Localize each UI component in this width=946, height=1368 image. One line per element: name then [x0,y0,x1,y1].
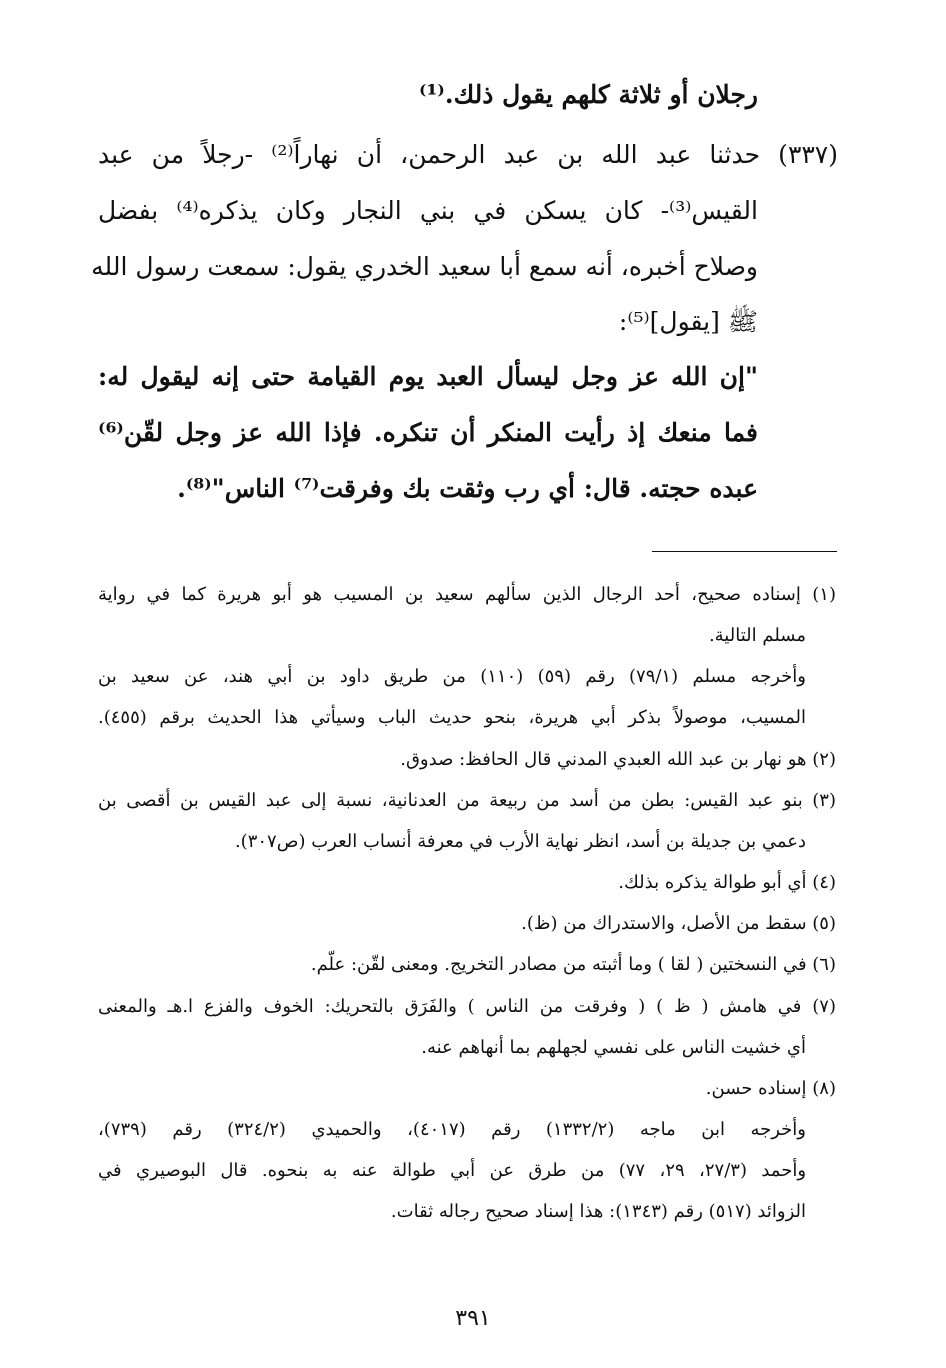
footnote-3-line-1: (٣) بنو عبد القيس: بطن من أسد من ربيعة من العدنانية، نسبة إلى عبد القيس بن أقصى بن [98,790,836,811]
footnote-8-line-1: (٨) إسناده حسن. [705,1078,836,1099]
footnote-2: (٢) هو نهار بن عبد الله العبدي المدني قال الحافظ: صدوق. [400,749,836,770]
footnote-6: (٦) في النسختين ( لقا ) وما أثبته من مصادر التخريج. ومعنى لقّن: علّم. [310,954,836,975]
hadith-337-line-2: القيس⁽³⁾- كان يسكن في بني النجار وكان يذكره⁽⁴⁾ بفضل [98,196,758,225]
footnote-separator [652,551,837,552]
hadith-matn-line-3: عبده حجته. قال: أي رب وثقت بك وفرقت⁽⁷⁾ الناس"⁽⁸⁾. [177,474,758,503]
main-line-1: رجلان أو ثلاثة كلهم يقول ذلك.⁽¹⁾ [419,80,758,109]
footnote-1-line-4: المسيب، موصولاً بذكر أبي هريرة، بنحو حديث الباب وسيأتي هذا الحديث برقم (٤٥٥). [98,707,806,728]
page-number: ٣٩١ [455,1306,491,1331]
footnote-1-line-2: مسلم التالية. [708,625,806,646]
footnote-3-line-2: دعمي بن جديلة بن أسد، انظر نهاية الأرب في معرفة أنساب العرب (ص٣٠٧). [234,831,806,852]
footnote-8-line-3: وأحمد (٢٧/٣، ٢٩، ٧٧) من طرق عن أبي طوالة عنه به بنحوه. قال البوصيري في [98,1160,807,1181]
hadith-matn-line-1: "إن الله عز وجل ليسأل العبد يوم القيامة حتى إنه ليقول له: [98,362,758,391]
footnote-7-line-2: أي خشيت الناس على نفسي لجهلهم بما أنهاهم عنه. [421,1037,806,1058]
footnote-7-line-1: (٧) في هامش ( ظ ) ( وفرقت من الناس ) والفَرَق بالتحريك: الخوف والفزع ا.هـ والمعنى [98,996,836,1017]
footnote-8-line-2: وأخرجه ابن ماجه (١٣٣٢/٢) رقم (٤٠١٧)، والحميدي (٣٢٤/٢) رقم (٧٣٩)، [98,1119,806,1140]
hadith-337-line-3: وصلاح أخبره، أنه سمع أبا سعيد الخدري يقول: سمعت رسول الله [91,252,758,281]
footnote-1-line-3: وأخرجه مسلم (٧٩/١) رقم (٥٩) (١١٠) من طريق داود بن أبي هند، عن سعيد بن [98,666,806,687]
hadith-337-line-1: (٣٣٧) حدثنا عبد الله بن عبد الرحمن، أن نهاراً⁽²⁾ -رجلاً من عبد [98,140,838,169]
footnote-5: (٥) سقط من الأصل، والاستدراك من (ظ). [521,913,836,934]
hadith-matn-line-2: فما منعك إذ رأيت المنكر أن تنكره. فإذا الله عز وجل لقّن⁽⁶⁾ [98,418,758,447]
hadith-337-line-4: ﷺ [يقول]⁽⁵⁾: [618,307,758,336]
footnote-1-line-1: (١) إسناده صحيح، أحد الرجال الذين سألهم سعيد بن المسيب هو أبو هريرة كما في رواية [98,584,836,605]
footnote-8-line-4: الزوائد (٥١٧) رقم (١٣٤٣): هذا إسناد صحيح رجاله ثقات. [390,1201,806,1222]
footnote-4: (٤) أي أبو طوالة يذكره بذلك. [618,872,836,893]
